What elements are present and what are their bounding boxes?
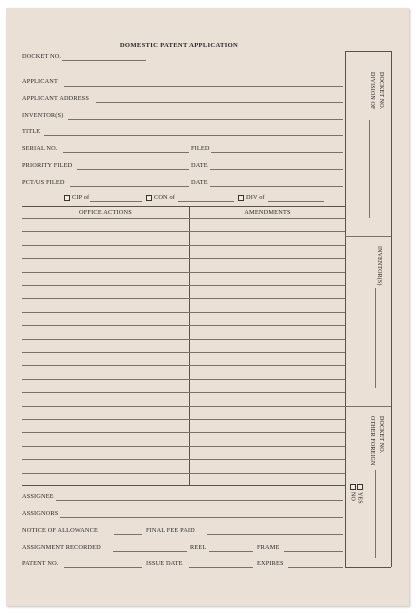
final-fee-paid-line[interactable] bbox=[207, 534, 343, 535]
date2-line[interactable] bbox=[210, 186, 343, 187]
table-row-line[interactable] bbox=[22, 258, 345, 259]
date-label: DATE bbox=[191, 162, 208, 169]
docket-no-line[interactable] bbox=[62, 60, 146, 61]
table-row-line[interactable] bbox=[22, 419, 345, 420]
assignment-recorded-line[interactable] bbox=[113, 551, 187, 552]
frame-label: FRAME bbox=[257, 544, 280, 551]
sidebar-yes bbox=[356, 484, 363, 504]
expires-label: EXPIRES bbox=[257, 560, 284, 567]
assignors-label: ASSIGNORS bbox=[22, 510, 59, 517]
table-row-line[interactable] bbox=[22, 432, 345, 433]
sidebar-right-border bbox=[391, 51, 392, 567]
amendments-header: AMENDMENTS bbox=[244, 209, 291, 216]
date-line[interactable] bbox=[210, 169, 343, 170]
sidebar-division-line bbox=[369, 120, 370, 218]
notice-of-allowance-line[interactable] bbox=[114, 534, 142, 535]
table-row-line[interactable] bbox=[22, 312, 345, 313]
patent-folder bbox=[6, 8, 409, 606]
table-row-line[interactable] bbox=[22, 231, 345, 232]
sidebar-no bbox=[349, 484, 356, 501]
table-row-line[interactable] bbox=[22, 406, 345, 407]
pct-filed-label: PCT/US FILED bbox=[22, 179, 65, 186]
issue-date-line[interactable] bbox=[189, 567, 253, 568]
assignment-recorded-label: ASSIGNMENT RECORDED bbox=[22, 544, 101, 551]
applicant-line[interactable] bbox=[64, 86, 343, 87]
yes-checkbox[interactable] bbox=[357, 484, 363, 490]
inventors-label: INVENTOR(S) bbox=[22, 112, 64, 119]
table-row-line[interactable] bbox=[22, 298, 345, 299]
frame-line[interactable] bbox=[284, 551, 343, 552]
priority-filed-line[interactable] bbox=[77, 169, 189, 170]
table-row-line[interactable] bbox=[22, 339, 345, 340]
expires-line[interactable] bbox=[288, 567, 343, 568]
final-fee-paid-label: FINAL FEE PAID bbox=[146, 527, 195, 534]
sidebar-top-border bbox=[345, 51, 391, 52]
table-row-line[interactable] bbox=[22, 352, 345, 353]
patent-no-label: PATENT NO. bbox=[22, 560, 59, 567]
cip-line[interactable] bbox=[90, 201, 142, 202]
date2-label: DATE bbox=[191, 179, 208, 186]
sidebar-docket-no: DOCKET NO. bbox=[378, 72, 384, 110]
pct-filed-line[interactable] bbox=[70, 186, 189, 187]
con-option bbox=[146, 194, 175, 201]
filed-line[interactable] bbox=[211, 152, 343, 153]
sidebar-docket-no-2: DOCKET NO. bbox=[378, 416, 384, 454]
sidebar-division-of: DIVISION OF bbox=[369, 72, 375, 110]
div-option bbox=[238, 194, 265, 201]
sidebar-divider-2 bbox=[345, 406, 391, 407]
sidebar-border bbox=[345, 51, 346, 567]
sidebar-inventors-line bbox=[375, 288, 376, 388]
table-middle-divider bbox=[189, 206, 190, 485]
applicant-label: APPLICANT bbox=[22, 78, 58, 85]
table-row-line[interactable] bbox=[22, 459, 345, 460]
div-checkbox[interactable] bbox=[238, 195, 244, 201]
cip-checkbox[interactable] bbox=[64, 195, 70, 201]
yes-label: YES bbox=[356, 492, 363, 504]
priority-filed-label: PRIORITY FILED bbox=[22, 162, 73, 169]
table-row-line[interactable] bbox=[22, 392, 345, 393]
table-row-line[interactable] bbox=[22, 272, 345, 273]
table-top-border bbox=[22, 206, 345, 207]
inventors-line[interactable] bbox=[68, 119, 343, 120]
sidebar-foreign-line bbox=[375, 470, 376, 558]
issue-date-label: ISSUE DATE bbox=[146, 560, 183, 567]
table-row-line[interactable] bbox=[22, 365, 345, 366]
table-row-line[interactable] bbox=[22, 245, 345, 246]
cip-option bbox=[64, 194, 89, 201]
notice-of-allowance-label: NOTICE OF ALLOWANCE bbox=[22, 527, 98, 534]
docket-no-label: DOCKET NO. bbox=[22, 53, 62, 60]
table-bottom-border bbox=[22, 485, 345, 486]
form-title: DOMESTIC PATENT APPLICATION bbox=[119, 42, 239, 49]
table-row-line[interactable] bbox=[22, 285, 345, 286]
filed-label: FILED bbox=[191, 145, 210, 152]
reel-label: REEL bbox=[190, 544, 207, 551]
serial-no-label: SERIAL NO. bbox=[22, 145, 58, 152]
sidebar-bottom-border bbox=[345, 567, 391, 568]
table-row-line[interactable] bbox=[22, 379, 345, 380]
assignee-line[interactable] bbox=[56, 500, 343, 501]
sidebar-other-foreign: OTHER FOREIGN bbox=[369, 416, 375, 466]
table-row-line[interactable] bbox=[22, 473, 345, 474]
applicant-address-label: APPLICANT ADDRESS bbox=[22, 95, 89, 102]
assignee-label: ASSIGNEE bbox=[22, 493, 54, 500]
sidebar-divider-1 bbox=[345, 236, 391, 237]
title-label: TITLE bbox=[22, 128, 41, 135]
no-checkbox[interactable] bbox=[350, 484, 356, 490]
assignors-line[interactable] bbox=[60, 517, 343, 518]
office-actions-header: OFFICE ACTIONS bbox=[78, 209, 132, 216]
applicant-address-line[interactable] bbox=[96, 102, 343, 103]
con-checkbox[interactable] bbox=[146, 195, 152, 201]
no-label: NO bbox=[349, 492, 356, 501]
patent-no-line[interactable] bbox=[64, 567, 142, 568]
cip-label: CIP of bbox=[72, 194, 90, 201]
sidebar-inventors: INVENTOR(S) bbox=[376, 246, 382, 286]
div-line[interactable] bbox=[268, 201, 324, 202]
con-line[interactable] bbox=[178, 201, 234, 202]
serial-no-line[interactable] bbox=[63, 152, 189, 153]
reel-line[interactable] bbox=[209, 551, 253, 552]
table-row-line[interactable] bbox=[22, 325, 345, 326]
title-line[interactable] bbox=[44, 135, 343, 136]
div-label: DIV of bbox=[246, 194, 265, 201]
table-row-line[interactable] bbox=[22, 446, 345, 447]
con-label: CON of bbox=[154, 194, 176, 201]
table-row-line[interactable] bbox=[22, 218, 345, 219]
